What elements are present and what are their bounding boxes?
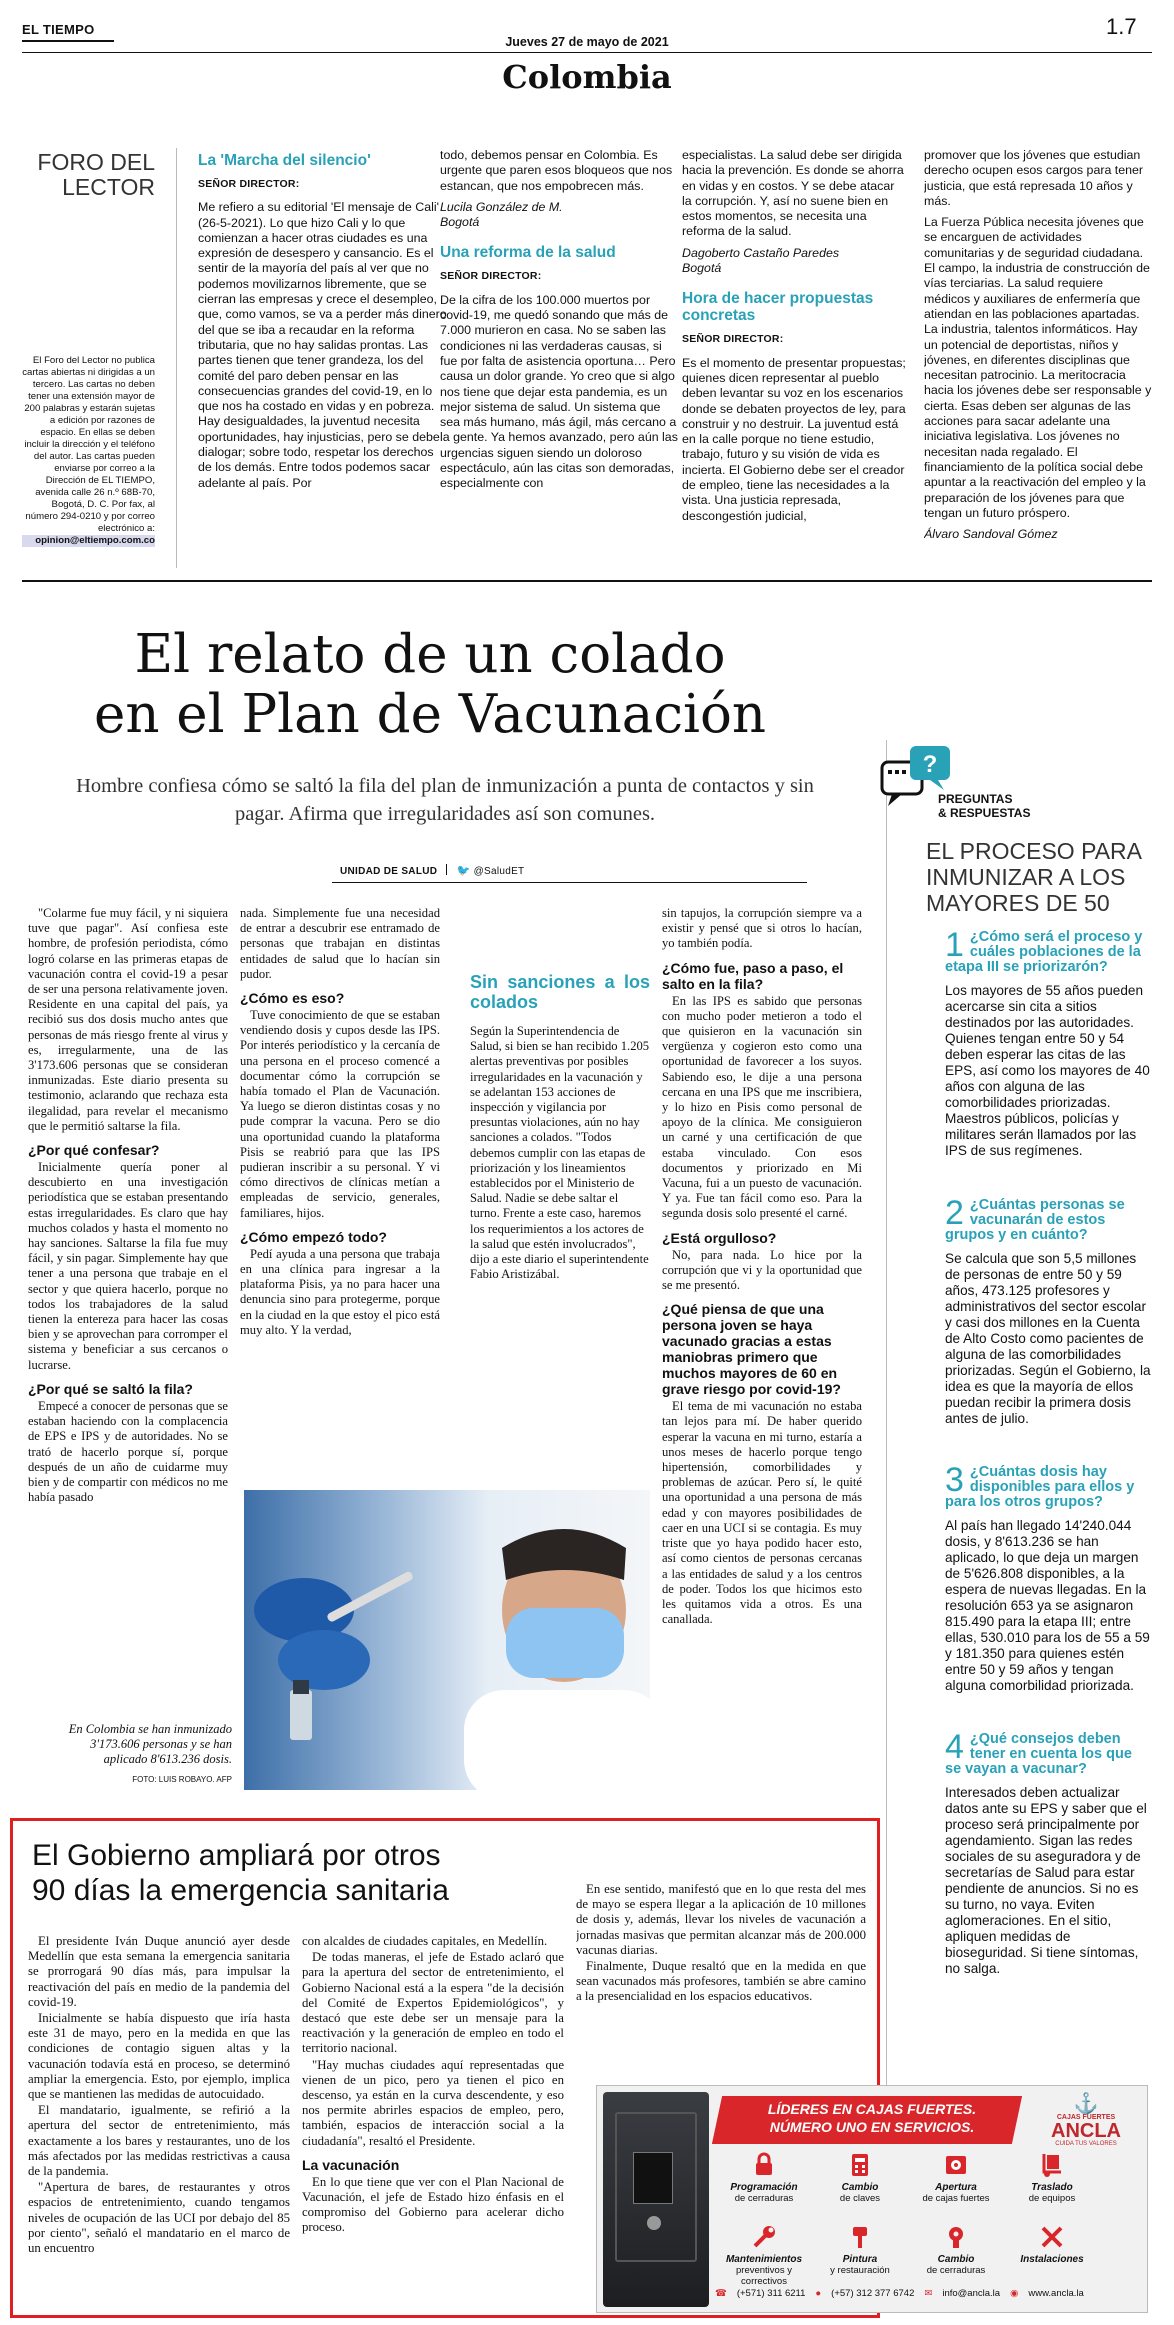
- paragraph: El mandatario, igualmente, se refirió a la apertura del sector de entretenimiento, más exactamente a los bares y restaurantes, uno de los más afectados por las medidas restrictivas a causa de la pandemia.: [28, 2103, 290, 2179]
- qa-question: ¿Qué consejos deben tener en cuenta los que se vayan a vacunar?: [945, 1731, 1132, 1777]
- letter-salute: SEÑOR DIRECTOR:: [682, 333, 784, 346]
- letter-body: especialistas. La salud debe ser dirigida hacia la prevención. Es donde se ahorra en vidas y en costos. Y se debe atacar la corrupción. Y, así no suene bien en estos momentos, se necesita una reforma de la salud.: [682, 148, 904, 239]
- dolly-icon: [1039, 2152, 1065, 2178]
- wrench-icon: [751, 2224, 777, 2250]
- svg-text:?: ?: [922, 751, 938, 778]
- safe-handle: [647, 2216, 661, 2230]
- question-heading: ¿Está orgulloso?: [662, 1229, 777, 1246]
- twitter-icon: 🐦: [456, 865, 471, 877]
- paragraph: Finalmente, Duque resaltó que en la medida en que sean vacunados más profesores, también se abre camino a la presencialidad en los espacios educativos.: [576, 1959, 866, 2004]
- letter-body: promover que los jóvenes que estudian derecho ocupen esos cargos para tener justicia, que está represada 10 años y más.: [924, 148, 1144, 208]
- foro-title: [22, 150, 155, 200]
- ad-contact-bar: [715, 2288, 1145, 2299]
- safe-open-icon: [943, 2152, 969, 2178]
- page-number: 1.7: [1106, 14, 1137, 39]
- gov-col-2: [302, 1934, 564, 2310]
- service-item: Mantenimientos preventivos y correctivos: [719, 2224, 809, 2287]
- qa-answer: Se calcula que son 5,5 millones de personas de entre 50 y 59 años, 473.125 profesores y administrativos del sector escolar y casi dos millones en la Cuenta de Alto Costo como pacientes de alguna de las comorbilidades priorizadas. Según el Gobierno, la idea es que la mayoría de ellos puedan recibir la primera dosis antes de julio.: [945, 1251, 1151, 1426]
- byline-text: UNIDAD DE SALUD: [340, 866, 438, 877]
- main-headline-line1: El relato de un colado: [134, 624, 726, 685]
- paragraph: En lo que tiene que ver con el Plan Nacional de Vacunación, el jefe de Estado hizo énfasis en el compromiso del Gobierno para acelerar dicho proceso.: [302, 2174, 564, 2235]
- service-item: Cambio de claves: [815, 2152, 905, 2204]
- main-headline: [30, 625, 830, 745]
- qa-tag-line2: & RESPUESTAS: [938, 806, 1031, 820]
- letter-title: Una reforma de la salud: [440, 244, 616, 262]
- letter-author: Dagoberto Castaño Paredes Bogotá: [682, 245, 840, 276]
- sanciones-box: [470, 968, 650, 1428]
- foro-bottom-rule: [22, 580, 1152, 582]
- qa-item: [945, 1461, 1152, 1694]
- question-heading: ¿Por qué se saltó la fila?: [28, 1380, 193, 1397]
- masthead: EL TIEMPO: [22, 22, 95, 37]
- qa-number: 2: [945, 1194, 964, 1232]
- qa-title-line3: MAYORES DE 50: [926, 890, 1110, 916]
- gov-headline-line1: El Gobierno ampliará por otros: [32, 1839, 441, 1872]
- paragraph: De todas maneras, el jefe de Estado aclaró que para la apertura del sector de entretenimiento, el Gobierno Nacional está a la espera "de la decisión del Comité de Expertos Epidemiológicos", y destacó que este debe ser un mensaje para la reactivación y la generación de empleo en todo el territorio nacional.: [302, 1950, 564, 2056]
- gov-headline: [32, 1838, 592, 1908]
- qa-item: [945, 1728, 1152, 1977]
- service-item: Programación de cerraduras: [719, 2152, 809, 2204]
- ad-safe-image: [603, 2092, 709, 2307]
- service-item: Apertura de cajas fuertes: [911, 2152, 1001, 2204]
- gov-col-3: [576, 1882, 866, 2042]
- letter-body: Es el momento de presentar propuestas; quienes dicen representar al pueblo deben levantar su voz en los escenarios donde se debaten proyectos de ley, para construir y no destruir. La juventud está en la calle porque no tiene estudio, trabajo, futuro y su visión de vida es incierta. El Gobierno debe ser el creador de empleo, tiene las necesidades a la vista. Una justicia represada, descongestión judicial,: [682, 355, 906, 523]
- photo-credit: FOTO: LUIS ROBAYO. AFP: [132, 1775, 232, 1784]
- question-heading: ¿Cómo empezó todo?: [240, 1228, 387, 1245]
- photo-caption: [62, 1722, 232, 1787]
- ancla-logo-word: ANCLA: [1051, 2120, 1121, 2142]
- qa-number: 3: [945, 1461, 964, 1499]
- header-rule: [22, 52, 1152, 53]
- paragraph: El presidente Iván Duque anunció ayer desde Medellín que esta semana la emergencia sanitaria se prorrogará 90 días más, para impulsar la reactivación del país en medio de la pandemia del covid-19.: [28, 1934, 290, 2009]
- letter-salute: SEÑOR DIRECTOR:: [198, 178, 300, 190]
- qa-number: 4: [945, 1728, 964, 1766]
- ancla-logo-top: CAJAS FUERTES: [1056, 2114, 1116, 2121]
- foro-divider: [176, 148, 177, 568]
- ancla-logo: [1029, 2094, 1143, 2147]
- paragraph: En las IPS es sabido que personas con mucho poder metieron a todo el que quisieron en la vacunación sin vergüenza y cogieron esto como una oportunidad de favorecer a los suyos. Sabiendo eso, le dije a una persona cercana en una IPS que me inscribiera, y lo hizo en Pisis como personal de apoyo de la clínica. Me consiguieron un carné y una certificación de que estaba vinculado. Con esos documentos y priorizado en Mi Vacuna, fui a un puesto de vacunación. Y ya. Fue tan fácil como eso. Para la segunda dosis solo presenté el carné.: [662, 993, 862, 1221]
- main-col-1: [28, 906, 228, 1626]
- letter-body: Me refiero a su editorial 'El mensaje de Cali' (26-5-2021). Lo que hizo Cali y lo que comienzan a hacer otras ciudades es una expresión de desespero y cansancio. Es el sentir de la mayoría del país al ver que no podemos movilizarnos libremente, que se cierran las empresas y crece el desempleo, que, como vamos, se va a perder más dinero del que se iba a recaudar en la reforma tributaria, que no hay salidas prontas. Las partes tienen que tener grandeza, los del comité del paro deben pensar en las consecuencias grandes del covid-19, en lo que nos ha costado en vidas y en pobreza. Hay desigualdades, la juventud necesita oportunidades, hay injusticias, pero se debe dialogar; sobre todo, respetar los derechos de los demás. Entre todos podemos sacar adelante al país. Por: [198, 200, 447, 490]
- paragraph: Según la Superintendencia de Salud, si bien se han recibido 1.205 alertas preventivas por posibles irregularidades en la vacunación y se adelantan 153 acciones de inspección y vigilancia por presuntas violaciones, aún no hay sanciones a colados. "Todos debemos cumplir con las etapas de priorización y los lineamientos establecidos por el Ministerio de Salud. Nadie se debe saltar el turno. Frente a este caso, haremos los requerimientos a los actores de la salud que estén involucrados", dijo a este diario el superintendente Fabio Aristizábal.: [470, 1024, 650, 1282]
- paragraph: No, para nada. Lo hice por la corrupción que vi y la oportunidad que se me presentó.: [662, 1247, 862, 1293]
- paragraph: En ese sentido, manifestó que en lo que resta del mes de mayo se espera llegar a la aplicación de 10 millones de dosis y, además, llevar los niveles de vacunación a jornadas masivas que permitan alcanzar más de 200.000 vacunas diarias.: [576, 1882, 866, 1957]
- main-headline-line2: en el Plan de Vacunación: [93, 684, 767, 745]
- qa-title-line2: INMUNIZAR A LOS: [926, 864, 1126, 890]
- gov-headline-line2: 90 días la emergencia sanitaria: [32, 1874, 449, 1907]
- letter-body: todo, debemos pensar en Colombia. Es urgente que paren esos bloqueos que nos estancan, que nos empobrecen más.: [440, 148, 673, 193]
- foro-col-2: [440, 148, 680, 568]
- paragraph: "Apertura de bares, de restaurantes y otros espacios de entretenimiento, cuando tengamos niveles de ocupación de las UCI por debajo del 85 por ciento", señaló el mandatario en el marco de un encuentro: [28, 2180, 290, 2256]
- photo-caption-text: En Colombia se han inmunizado 3'173.606 personas y se han aplicado 8'613.236 dosis.: [68, 1722, 232, 1766]
- qa-answer: Los mayores de 55 años pueden acercarse sin cita a sitios destinados por las autoridades. Quienes tengan entre 50 y 54 deben esperar las citas de las EPS, así como los mayores de 40 años con alguna de las comorbilidades priorizadas. Maestros públicos, policías y militares serán llamados por las IPS de sus regímenes.: [945, 983, 1150, 1158]
- ad-headline-line1: LÍDERES EN CAJAS FUERTES.: [767, 2101, 977, 2117]
- service-item: Traslado de equipos: [1007, 2152, 1097, 2204]
- lock-program-icon: [751, 2152, 777, 2178]
- qa-answer: Al país han llegado 14'240.044 dosis, y 8'613.236 se han aplicado, lo que deja un margen de 5'626.808 disponibles, a la espera de nuevas llegadas. En la resolución 653 ya se asignaron 815.490 para la etapa III; entre ellas, 530.010 para los de 55 a 59 y 181.350 para quienes estén entre 50 y 59 años y tengan alguna comorbilidad priorizada.: [945, 1518, 1150, 1693]
- foro-col-3: [682, 148, 907, 568]
- qa-question: ¿Cómo será el proceso y cuáles poblaciones de la etapa III se priorizarón?: [945, 929, 1143, 975]
- letter-author: Álvaro Sandoval Gómez: [924, 527, 1058, 542]
- paragraph: El tema de mi vacunación no estaba tan lejos para mí. De haber querido esperar la vacuna en mi turno, estaría a unos meses de hacerlo porque tengo hipertensión, comorbilidades y problemas de azúcar. Pero sí, le quité una oportunidad a una persona de más edad y con mayores posibilidades de caer en una UCI si se contagia. Es muy triste que yo haya podido hacer esto, así como cientos de personas cercanas a las entidades de salud y a los centros de poder. Todos los que hicimos esto les quitamos vida a otros. Es una canallada.: [662, 1399, 862, 1627]
- ad-email[interactable]: info@ancla.la: [942, 2288, 1001, 2299]
- main-deck: Hombre confiesa cómo se saltó la fila del plan de inmunización a punta de contactos y sin pagar. Afirma que irregularidades así son comunes.: [76, 775, 814, 825]
- qa-answer: Interesados deben actualizar datos ante su EPS y saber que el proceso será principalmente por agendamiento. Sigan las redes sociales de su aseguradora y de secretarías de Salud para estar pendiente de anuncios. Si no es su turno, no vaya. Eviten aglomeraciones. En el sitio, apliquen medidas de bioseguridad. Si tiene síntomas, no salga.: [945, 1785, 1147, 1976]
- qa-question: ¿Cuántas personas se vacunarán de estos grupos y en cuánto?: [945, 1197, 1125, 1243]
- ad-phone-2[interactable]: (+57) 312 377 6742: [831, 2288, 915, 2299]
- ad-headline: [727, 2100, 1017, 2136]
- question-heading: ¿Qué piensa de que una persona joven se haya vacunado gracias a estas maniobras primero que muchos mayores de 60 en grave riesgo por covid-19?: [662, 1301, 841, 1398]
- qa-tag: [938, 792, 1030, 820]
- question-heading: ¿Cómo es eso?: [240, 990, 345, 1007]
- anchor-icon: ⚓: [1073, 2093, 1099, 2115]
- section-title: Colombia: [502, 58, 672, 96]
- gov-col-1: [28, 1934, 290, 2310]
- service-item: Pintura y restauración: [815, 2224, 905, 2276]
- qa-item: [945, 926, 1152, 1159]
- qa-number: 1: [945, 926, 964, 964]
- vaccine-illustration: [244, 1490, 650, 1790]
- paragraph: Inicialmente se había dispuesto que iría hasta este 31 de mayo, pero en la medida en que las condiciones de contagio siguen altas y la vacunación todavía está en proceso, se determinó ampliar la emergencia. Esto, por ejemplo, implica que se mantienen las medidas de autocuidado.: [28, 2011, 290, 2102]
- letter-author: Lucila González de M. Bogotá: [440, 199, 563, 230]
- foro-email-link[interactable]: opinion@eltiempo.com.co: [22, 535, 155, 547]
- question-heading: ¿Cómo fue, paso a paso, el salto en la fila?: [662, 959, 844, 992]
- foro-note-text: El Foro del Lector no publica cartas abiertas ni dirigidas a un tercero. Las cartas no deben tener una extensión mayor de 200 palabras y estarán sujetas a edición por razones de espacio. En ellas se deben incluir la dirección y el teléfono del autor. Las cartas pueden enviarse por correo a la Dirección de EL TIEMPO, avenida calle 26 n.º 68B-70, Bogotá, D. C. Por fax, al número 294-0210 y por correo electrónico a:: [22, 355, 155, 534]
- paragraph: Pedí ayuda a una persona que trabaja en una clínica para ingresar a la plataforma Pisis, ya no para hacer una denuncia sino para protegerme, porque en la ciudad en la que estoy el pico está muy alto. Y la verdad,: [240, 1246, 440, 1337]
- qa-item: [945, 1194, 1152, 1427]
- letter-body: De la cifra de los 100.000 muertos por covid-19, me quedó sonando que más de 7.000 murieron en casa. No se saben las condiciones ni las verdaderas causas, si fue por falta de asistencia oportuna… Pero causa un dolor grande. Yo creo que si algo nos tiene que dejar esta pandemia, es un mejor sistema de salud. Un sistema que sea más humano, más ágil, más cercano a la gente. Ya hemos avanzado, pero aún las urgencias siguen siendo un doloroso espectáculo, aún las citas son demoradas, especialmente con: [440, 292, 678, 491]
- paragraph: Empecé a conocer de personas que se estaban haciendo con la complacencia de EPS e IPS y de autoridades. No se trató de hacerlo porque sí, porque después de un año de cuidarme muy bien y de compartir con médicos no me había pasado: [28, 1398, 228, 1505]
- ancla-logo-tag: CUIDA TUS VALORES: [1055, 2141, 1117, 2147]
- qa-tag-line1: PREGUNTAS: [938, 792, 1013, 806]
- qa-question: ¿Cuántas dosis hay disponibles para ellos y para los otros grupos?: [945, 1464, 1135, 1510]
- main-col-4: [662, 906, 862, 1786]
- page-date: Jueves 27 de mayo de 2021: [505, 35, 669, 49]
- qa-title-line1: EL PROCESO PARA: [926, 838, 1143, 864]
- paragraph: "Hay muchas ciudades aquí representadas que vienen de un pico, pero ya tienen el pico en descenso, ya están en la curva descendente, y eso nos permite abrirles espacios de empleo, pero, también, espacios de interacción social a la ciudadanía", resaltó el Presidente.: [302, 2057, 564, 2148]
- paragraph: Tuve conocimiento de que se estaban vendiendo dosis y cupos desde las IPS. Por interés periodístico y la cercanía de una persona en el proceso comencé a documentar cómo la corrupción se había tomado el Plan de Vacunación. Ya luego se dieron distintas cosas y no pude comprar la vacuna. Pero se dio una oportunidad cuando la plataforma Pisis se reabrió para que las IPS pudieran inscribir a su personal. Y vi cómo directivos de clínicas metían a empleadas de servicio, generales, familiares, hijos.: [240, 1008, 440, 1220]
- main-col-2: [240, 906, 440, 1476]
- qa-divider: [886, 740, 887, 2300]
- letter-body: La Fuerza Pública necesita jóvenes que se encarguen de actividades comunitarias y de seguridad ciudadana. El campo, la industria de construcción de vías terciarias. La salud requiere médicos y auxiliares de enfermería que atiendan en las poblaciones apartadas. La industria, talentos informáticos. Hay un potencial de deportistas, niños y jóvenes, en diferentes disciplinas que necesitan patrocinio. La meritocracia hacia los jóvenes debe ser responsable y cierta. Esas deben ser algunas de las acciones para sacar adelante una iniciativa legislativa. Los jóvenes no necesitan nada regalado. El financiamiento de la política social debe apuntar a la reactivación del empleo y la preparación de los jóvenes para que tengan un futuro próspero.: [924, 215, 1152, 520]
- ad-website[interactable]: www.ancla.la: [1028, 2288, 1084, 2299]
- paragraph: sin tapujos, la corrupción siempre va a existir y pensé que si otros lo hacían, yo también podía.: [662, 906, 862, 951]
- keypad-icon: [847, 2152, 873, 2178]
- phone-icon: ☎: [715, 2288, 727, 2299]
- paragraph: Inicialmente quería poner al descubierto en una investigación periodística que se estaban presentando estas irregularidades. Es claro que hay muchos colados y hasta el momento no hay sanciones. Saltarse la fila fue muy fácil, y sin pagar. Simplemente hay que tener a una persona que trabaje en el sector y que quiera hacerlo, porque no todos los trabajadores de la salud tienen la entereza para hacer las cosas bien y se aprovechan para corromper el sistema y beneficiar a sus cercanos o lucrarse.: [28, 1160, 228, 1372]
- paragraph: con alcaldes de ciudades capitales, en Medellín.: [302, 1934, 548, 1948]
- ad-phone-1[interactable]: (+571) 311 6211: [736, 2288, 806, 2299]
- paragraph: nada. Simplemente fue una necesidad de entrar a descubrir ese entramado de personas que trabajan en distintas entidades de salud que lo hacían sin pudor.: [240, 906, 440, 981]
- ad-headline-line2: NÚMERO UNO EN SERVICIOS.: [769, 2119, 975, 2135]
- sanciones-title: Sin sanciones a los colados: [470, 972, 650, 1012]
- ancla-ad[interactable]: [596, 2085, 1148, 2313]
- paint-brush-icon: [847, 2224, 873, 2250]
- question-heading: ¿Por qué confesar?: [28, 1142, 160, 1159]
- vaccine-photo: [244, 1490, 650, 1790]
- letter-title: Hora de hacer propuestas concretas: [682, 290, 874, 325]
- qa-title: [926, 838, 1152, 916]
- lock-change-icon: [943, 2224, 969, 2250]
- whatsapp-icon: ●: [815, 2288, 822, 2299]
- service-item: Instalaciones: [1007, 2224, 1097, 2265]
- foro-col-4: [924, 148, 1152, 568]
- byline: [340, 864, 524, 877]
- foro-col-1: [198, 148, 448, 568]
- foro-title-line1: FORO DEL: [37, 149, 155, 175]
- letter-salute: SEÑOR DIRECTOR:: [440, 270, 542, 283]
- web-icon: ◉: [1010, 2288, 1019, 2299]
- foro-note: [22, 355, 155, 547]
- safe-keypad: [633, 2152, 673, 2204]
- paragraph: "Colarme fue muy fácil, y ni siquiera tuve que pagar". Así confiesa este hombre, de profesión periodista, cómo logró colarse en las primeras etapas de vacunación contra el covid-19 a pesar de ser una persona relativamente joven. Residente en una capital del país, ya recibió sus dos dosis mucho antes que personas de más riesgo frente al virus y es, irregularmente, una de las 3'173.606 personas que se consideran inmunizadas. Este diario presenta su testimonio, aclarando que rechaza esta ilegalidad, para revelar el mecanismo que le permitió saltarse la fila.: [28, 906, 228, 1133]
- email-icon: ✉: [924, 2288, 933, 2299]
- tools-icon: [1039, 2224, 1065, 2250]
- twitter-handle[interactable]: @SaludET: [473, 866, 525, 877]
- gov-subhead: La vacunación: [302, 2156, 400, 2173]
- foro-title-line2: LECTOR: [62, 174, 155, 200]
- byline-rule: [332, 882, 807, 883]
- letter-title: La 'Marcha del silencio': [198, 152, 371, 169]
- service-item: Cambio de cerraduras: [911, 2224, 1001, 2276]
